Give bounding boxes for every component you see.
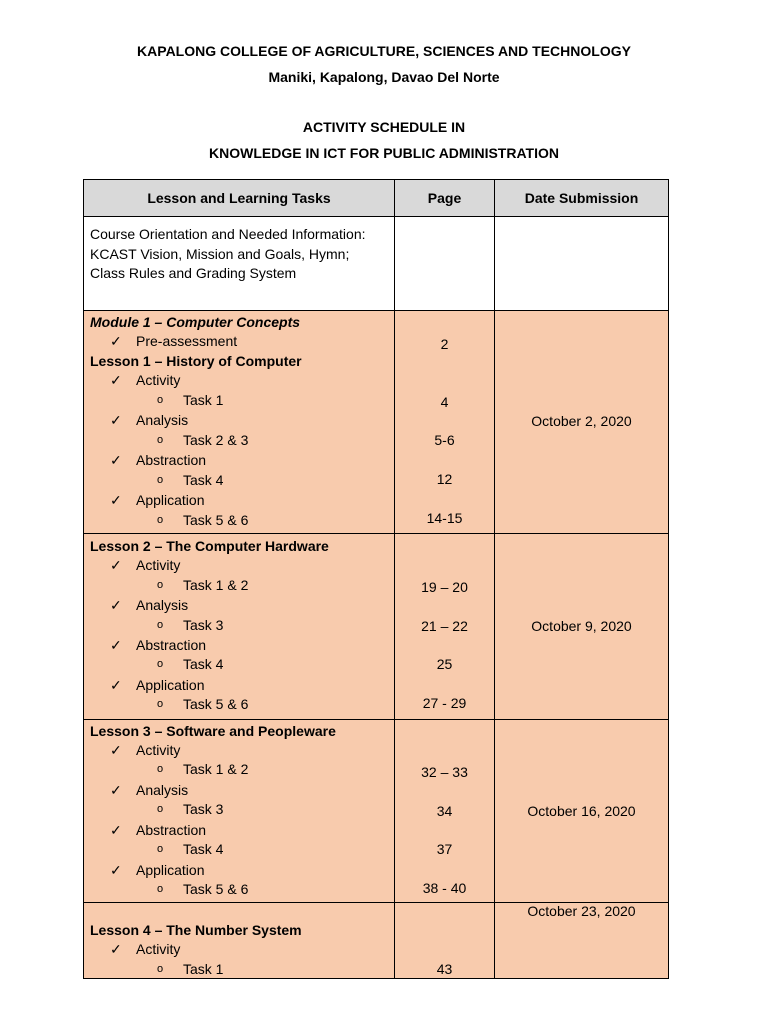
page-number: 27 - 29 [422,695,467,711]
task-label: Task 4 [183,656,224,672]
check-icon: ✓ [110,822,122,838]
page-number: 34 [436,803,453,819]
list-item [84,510,395,530]
document-title-line1: ACTIVITY SCHEDULE IN [302,119,466,135]
page-number: 43 [436,961,453,977]
check-icon: ✓ [110,492,122,508]
lesson-title: Lesson 4 – The Number System [90,922,302,938]
column-header-date: Date Submission [495,180,669,217]
task-label: Task 3 [183,801,224,817]
list-item [84,575,395,595]
step-label: Analysis [136,412,189,428]
page-number: 4 [440,394,449,410]
bullet-icon: o [157,579,164,591]
check-icon: ✓ [110,862,122,878]
list-item [84,430,395,450]
list-item [84,780,395,800]
task-label: Task 1 & 2 [183,577,249,593]
bullet-icon: o [157,658,164,670]
list-item [84,654,395,674]
bullet-icon: o [157,514,164,526]
task-label: Task 5 & 6 [183,881,249,897]
table-row-lesson-2 [84,534,669,720]
task-label: Task 4 [183,472,224,488]
check-icon: ✓ [110,372,122,388]
step-label: Application [136,862,205,878]
bullet-icon: o [157,883,164,895]
task-label: Task 5 & 6 [183,512,249,528]
orientation-text: Course Orientation and Needed Information: KCAST Vision, Mission and Goals, Hymn; Class Rules and Grading System [90,226,366,281]
list-item [84,615,395,635]
list-item [84,490,395,510]
page-number: 21 – 22 [421,618,468,634]
step-label: Abstraction [136,452,207,468]
list-item [84,331,395,351]
lesson-title: Lesson 1 – History of Computer [90,353,302,369]
pre-assessment-label: Pre-assessment [136,333,238,349]
list-item [84,820,395,840]
task-label: Task 5 & 6 [183,696,249,712]
check-icon: ✓ [110,677,122,693]
list-item [84,959,395,979]
lesson-title: Lesson 3 – Software and Peopleware [90,723,336,739]
list-item [84,450,395,470]
table-row-lesson-1 [84,311,669,534]
list-item [84,694,395,714]
submission-date: October 9, 2020 [531,618,632,634]
page-number: 14-15 [426,510,463,526]
bullet-icon: o [157,394,164,406]
orientation-page-cell [395,217,495,311]
submission-date: October 23, 2020 [527,903,636,919]
column-header-lesson: Lesson and Learning Tasks [84,180,395,217]
lesson-title: Lesson 2 – The Computer Hardware [90,538,329,554]
list-item [84,595,395,615]
bullet-icon: o [157,963,164,975]
step-label: Activity [136,372,181,388]
page-number: 32 – 33 [421,764,468,780]
submission-date: October 16, 2020 [527,803,636,819]
task-label: Task 1 & 2 [183,761,249,777]
step-label: Activity [136,742,181,758]
page-number: 2 [440,336,449,352]
step-label: Abstraction [136,822,207,838]
page-number: 12 [436,471,453,487]
task-label: Task 1 [183,392,224,408]
step-label: Application [136,677,205,693]
check-icon: ✓ [110,333,122,349]
table-header-row [84,180,669,217]
list-item [84,939,395,959]
list-item [84,370,395,390]
institution-name: KAPALONG COLLEGE OF AGRICULTURE, SCIENCES AND TECHNOLOGY [137,43,631,59]
activity-schedule-table [83,179,669,979]
step-label: Application [136,492,205,508]
list-item [84,675,395,695]
table-row-lesson-3 [84,720,669,903]
step-label: Abstraction [136,637,207,653]
check-icon: ✓ [110,412,122,428]
list-item [84,410,395,430]
list-item [84,390,395,410]
task-label: Task 2 & 3 [183,432,249,448]
bullet-icon: o [157,843,164,855]
list-item [84,635,395,655]
check-icon: ✓ [110,742,122,758]
check-icon: ✓ [110,452,122,468]
check-icon: ✓ [110,637,122,653]
task-label: Task 1 [183,961,224,977]
task-label: Task 3 [183,617,224,633]
page-number: 5-6 [434,432,455,448]
bullet-icon: o [157,763,164,775]
check-icon: ✓ [110,941,122,957]
list-item [84,740,395,760]
list-item [84,470,395,490]
bullet-icon: o [157,619,164,631]
page-number: 38 - 40 [422,880,467,896]
document-title-line2: KNOWLEDGE IN ICT FOR PUBLIC ADMINISTRATION [209,145,559,161]
submission-date: October 2, 2020 [531,413,632,429]
bullet-icon: o [157,474,164,486]
page-number: 19 – 20 [421,579,468,595]
list-item [84,879,395,899]
bullet-icon: o [157,434,164,446]
list-item [84,555,395,575]
list-item [84,759,395,779]
bullet-icon: o [157,803,164,815]
list-item [84,860,395,880]
institution-address: Maniki, Kapalong, Davao Del Norte [268,69,500,85]
bullet-icon: o [157,698,164,710]
check-icon: ✓ [110,782,122,798]
table-row-lesson-4 [84,903,669,979]
step-label: Activity [136,941,181,957]
column-header-page: Page [395,180,495,217]
task-label: Task 4 [183,841,224,857]
check-icon: ✓ [110,597,122,613]
step-label: Activity [136,557,181,573]
step-label: Analysis [136,597,189,613]
page-number: 25 [436,656,453,672]
page-number: 37 [436,841,453,857]
orientation-date-cell [495,217,669,311]
step-label: Analysis [136,782,189,798]
module-title: Module 1 – Computer Concepts [90,314,301,330]
list-item [84,839,395,859]
check-icon: ✓ [110,557,122,573]
list-item [84,799,395,819]
table-row-orientation [84,217,669,311]
